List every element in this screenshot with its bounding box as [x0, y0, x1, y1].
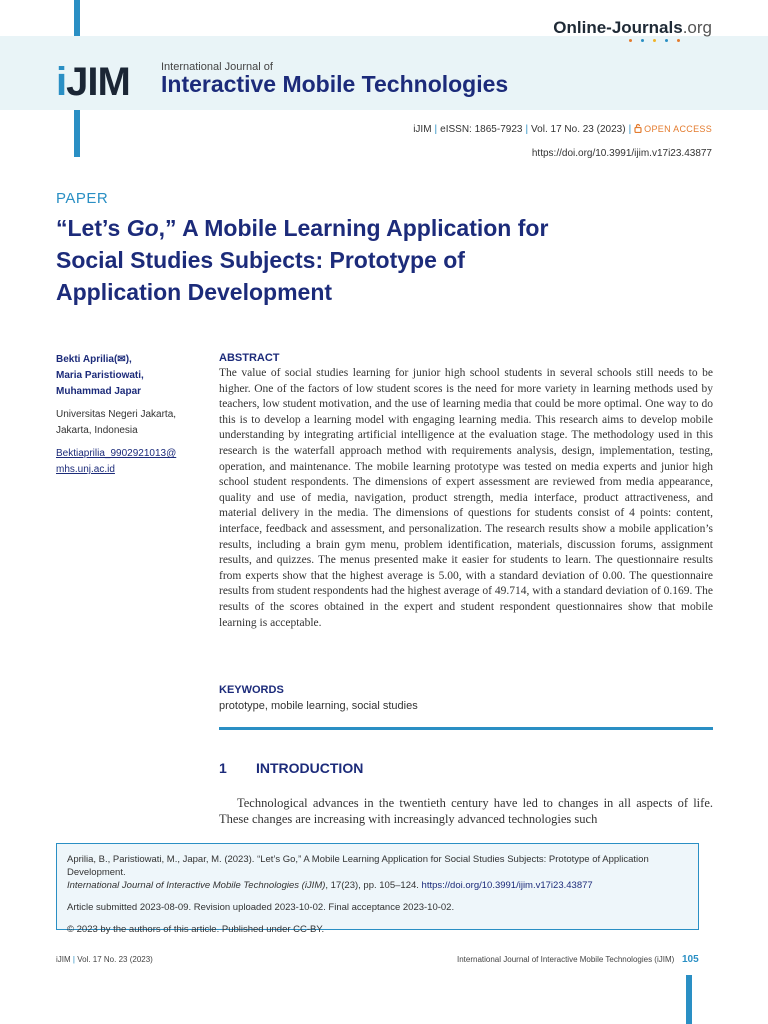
issue-line: [413, 123, 712, 135]
brand-dot: [677, 39, 680, 42]
title-emphasis: Go: [126, 215, 159, 241]
email-line: Bektiaprilia_9902921013@: [56, 448, 177, 459]
abstract-text: The value of social studies learning for junior high school students in several schools still needs to be higher. One of the factors of low student scores is the need for more variety in learning methods used by teachers, low student motivation, and the use of learning media that could be more optimal. One way to do this is to develop a learning model with engaging learning media. This research aims to develop mobile understanding by integrating artificial intelligence at the evaluation stage. The methodology used in this research is the waterfall approach method with requirements analysis, design, implementation, testing, operation, and maintenance. The mobile learning prototype was tested on media experts and junior high school student respondents. The dimensions of expert assessment are reviewed from media appearance, quality and use of media, navigation, product strength, media interface, product attractiveness, and material delivery in the media. The dimensions of questions for students consist of 4 points: content, interface, feedback and assessment, and personalization. The research results show a mobile application’s results, including a brain gym menu, problem identification, materials, discussion forums, assignment results, and quizzes. The menus presented make it easier for students to learn. The questionnaire results from experts show that the highest average is 5.00, with a standard deviation of 0.00. The questionnaire results from student respondents had the highest average of 49.714, with a standard deviation of 0.169. The results of the scores obtained in the expert and student respondent questionnaires show that mobile learning is acceptable.: [219, 367, 713, 629]
open-access-label: OPEN ACCESS: [644, 124, 712, 134]
brand-dot: [629, 39, 632, 42]
license-text: © 2023 by the authors of this article. Published under CC-BY.: [67, 924, 325, 935]
doi-link[interactable]: https://doi.org/10.3991/ijim.v17i23.43877: [531, 148, 712, 159]
author-list: [56, 352, 206, 400]
site-name: Online-Journals: [553, 18, 683, 37]
author-name: Maria Paristiowati,: [56, 370, 144, 381]
affiliation: [56, 407, 206, 439]
email-line: mhs.unj.ac.id: [56, 464, 115, 475]
brand-dots: [629, 39, 680, 42]
author-name: Bekti Aprilia(✉),: [56, 354, 132, 365]
citation-line: Aprilia, B., Paristiowati, M., Japar, M. (2023). “Let’s Go,” A Mobile Learning Application for Social Studies Subjects: Prototype of Application Development.: [67, 854, 649, 878]
abstract-heading: ABSTRACT: [219, 352, 280, 364]
footer-volume: Vol. 17 No. 23 (2023): [77, 955, 153, 964]
section-heading: INTRODUCTION: [256, 760, 364, 776]
title-open: “Let’s: [56, 215, 127, 241]
affiliation-line: Jakarta, Indonesia: [56, 425, 138, 436]
separator: |: [72, 955, 75, 964]
article-title: [56, 212, 576, 308]
citation-line: [67, 879, 698, 892]
accent-bar-top: [74, 0, 80, 36]
footer-journal-abbr: iJIM: [56, 955, 71, 964]
journal-title-small: International Journal of: [161, 61, 273, 73]
accent-bar-mid: [74, 110, 80, 157]
separator: |: [525, 124, 529, 135]
accent-bar-bottom: [686, 975, 692, 1024]
citation-details: , 17(23), pp. 105–124.: [325, 880, 422, 891]
page-number: 105: [682, 954, 699, 965]
separator: |: [628, 124, 632, 135]
site-tld: .org: [682, 18, 712, 37]
lock-open-icon: [634, 123, 642, 133]
author-email-link[interactable]: [56, 446, 206, 478]
issue-journal: iJIM: [413, 124, 432, 135]
title-rest: ,” A Mobile Learning Application for Social Studies Subjects: Prototype of Application Development: [56, 215, 549, 305]
submission-dates: Article submitted 2023-08-09. Revision uploaded 2023-10-02. Final acceptance 2023-10-02.: [67, 902, 455, 913]
brand-dot: [665, 39, 668, 42]
journal-title: Interactive Mobile Technologies: [161, 71, 509, 97]
logo-prefix: i: [56, 60, 67, 104]
citation-box: [56, 843, 699, 935]
citation-doi-link[interactable]: https://doi.org/10.3991/ijim.v17i23.43877: [421, 880, 593, 891]
open-access-badge: [634, 124, 712, 134]
author-name: Muhammad Japar: [56, 386, 142, 397]
citation-journal: International Journal of Interactive Mobile Technologies (iJIM): [67, 880, 326, 891]
brand-dot: [653, 39, 656, 42]
logo-main: JIM: [66, 60, 130, 104]
footer-journal-full: International Journal of Interactive Mobile Technologies (iJIM): [457, 955, 675, 964]
journal-logo: [56, 60, 130, 104]
keywords-heading: KEYWORDS: [219, 684, 284, 696]
introduction-text: Technological advances in the twentieth century have led to changes in all aspects of life. These changes are increasing with increasingly advanced technologies such: [219, 796, 713, 826]
section-divider: [219, 727, 713, 730]
brand-dot: [641, 39, 644, 42]
footer-journal: [56, 955, 153, 964]
issue-eissn: eISSN: 1865-7923: [440, 124, 523, 135]
article-type: PAPER: [56, 190, 109, 207]
section-number: 1: [219, 760, 227, 776]
separator: |: [434, 124, 438, 135]
keywords-text: prototype, mobile learning, social studies: [219, 700, 418, 712]
affiliation-line: Universitas Negeri Jakarta,: [56, 409, 177, 420]
issue-volume: Vol. 17 No. 23 (2023): [531, 124, 626, 135]
site-brand[interactable]: [553, 18, 712, 38]
